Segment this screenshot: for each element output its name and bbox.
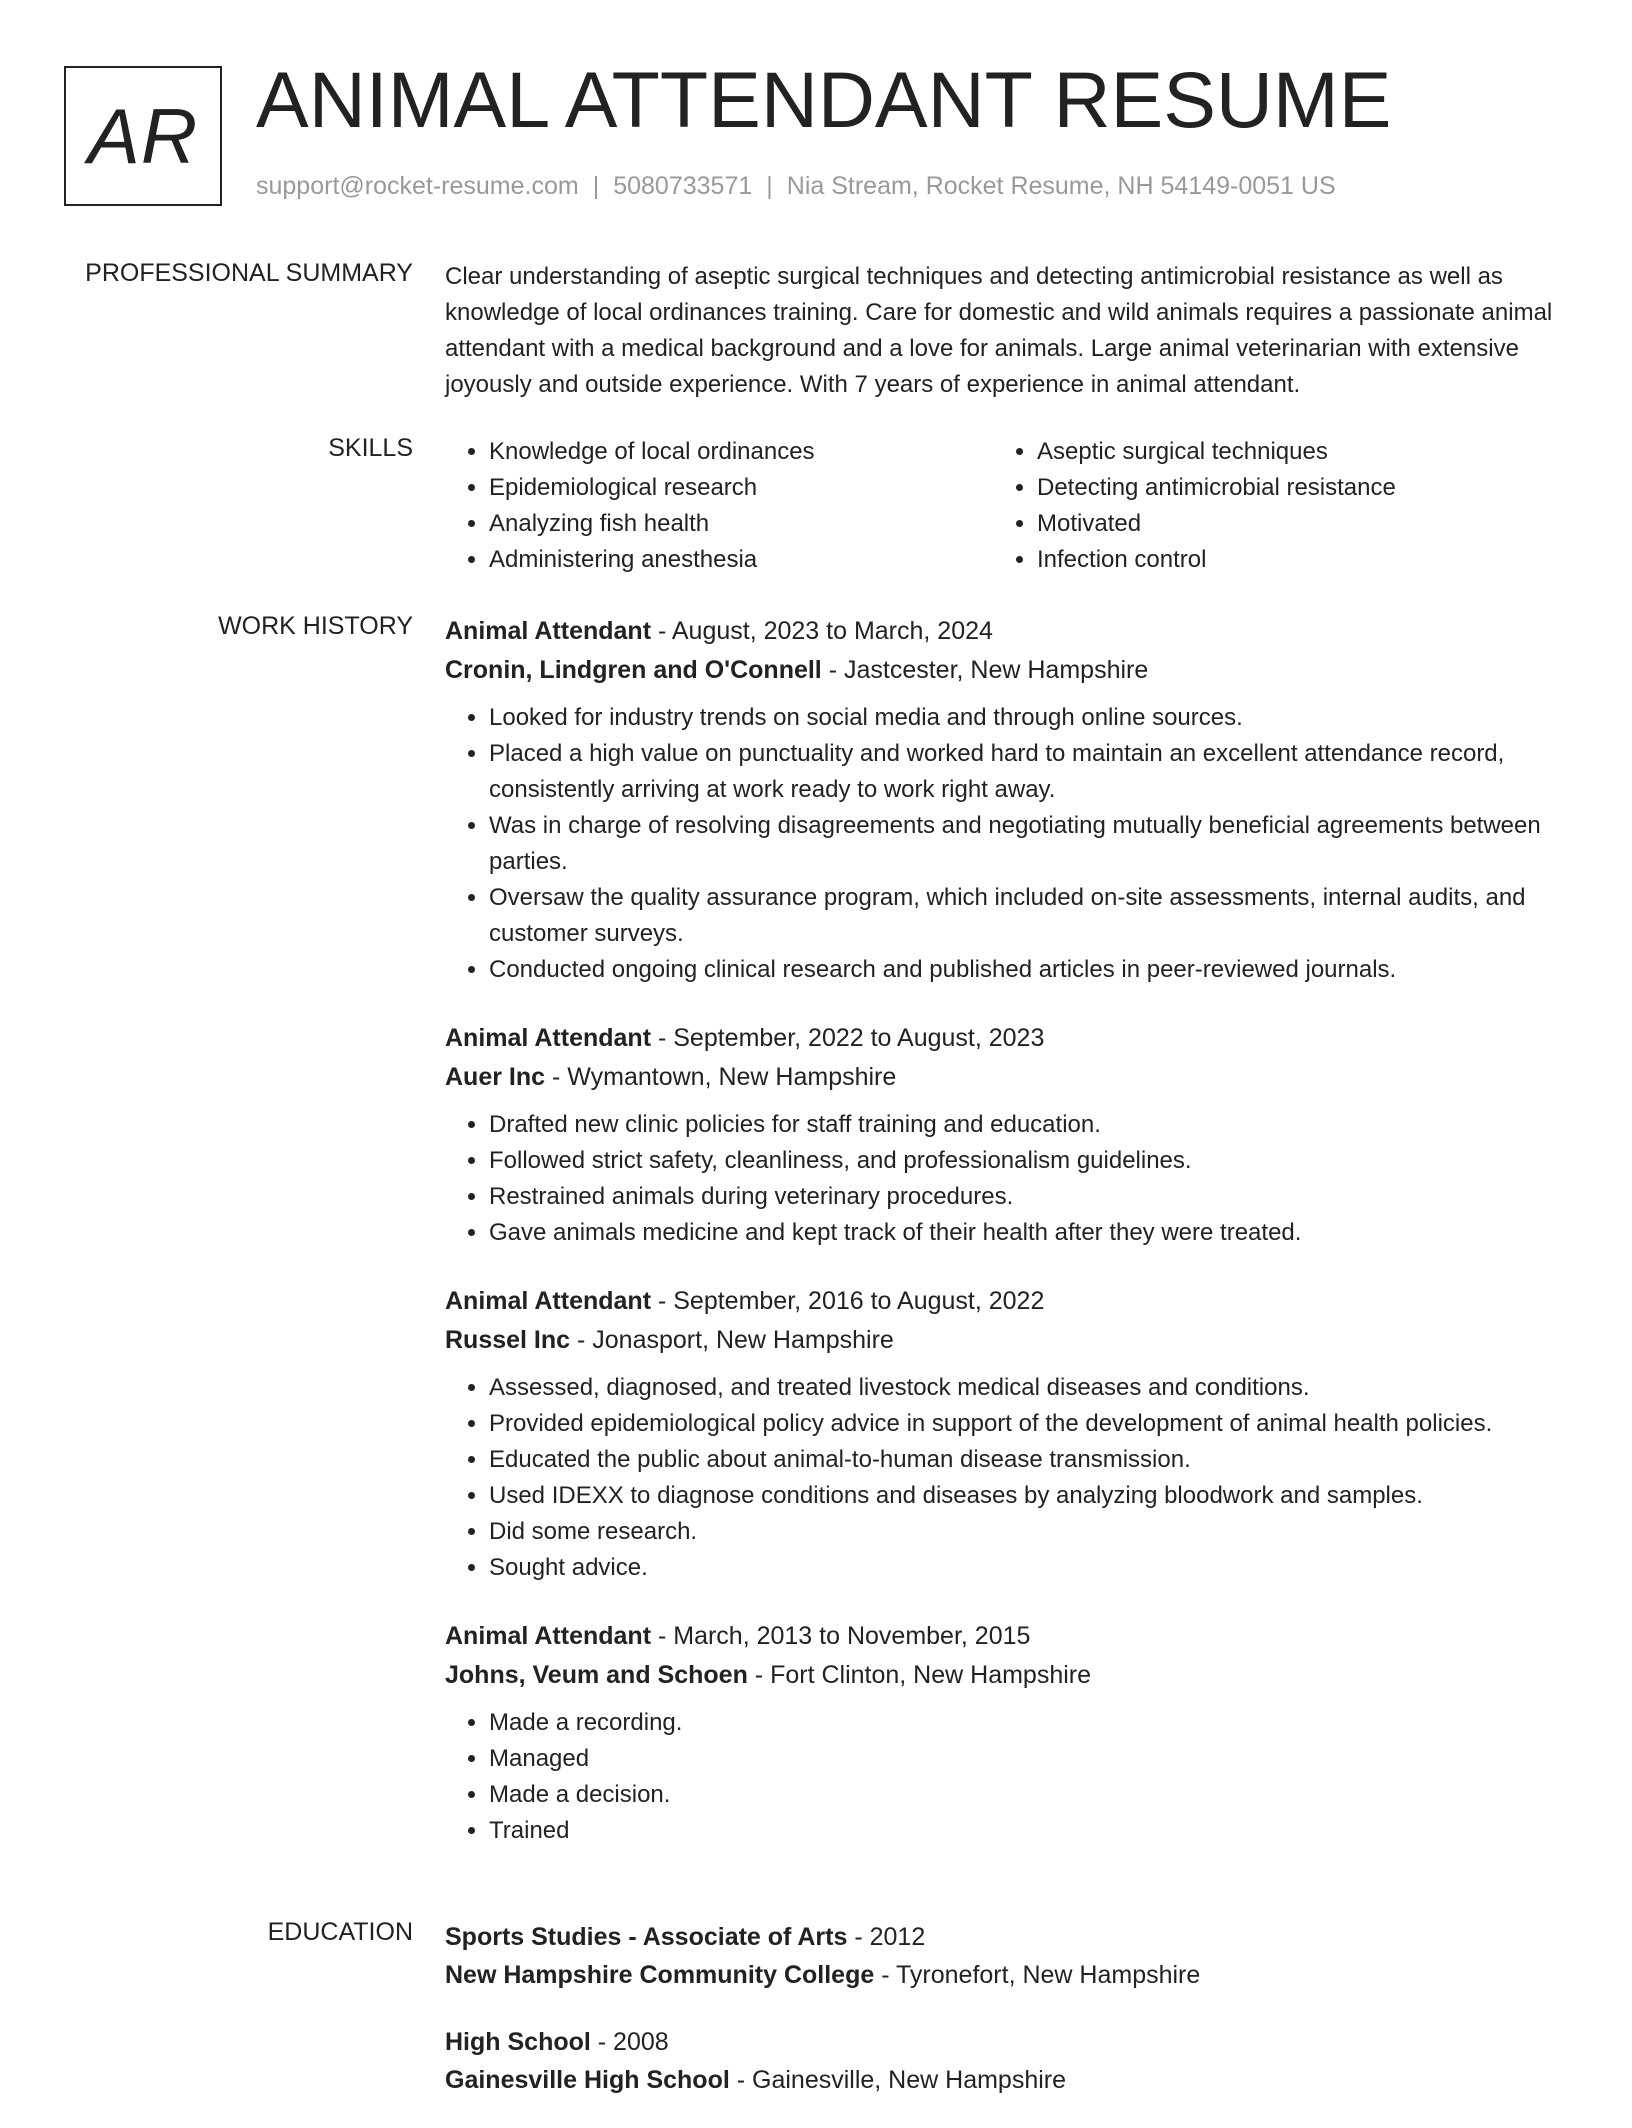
job-bullet: • Trained [489, 1813, 1565, 1849]
skill-item: • Motivated [1037, 506, 1553, 542]
skill-item: • Infection control [1037, 542, 1553, 578]
job-bullets [445, 1370, 1565, 1586]
job-bullet: • Gave animals medicine and kept track of their health after they were treated. [489, 1215, 1565, 1251]
job-entry [445, 1617, 1565, 1849]
job-dates: - March, 2013 to November, 2015 [651, 1622, 1031, 1650]
job-bullet: • Oversaw the quality assurance program, which included on-site assessments, internal audits, and customer surveys. [489, 880, 1565, 952]
education-entry [445, 2023, 1565, 2099]
skill-item: • Knowledge of local ordinances [489, 434, 993, 470]
education-location: - Gainesville, New Hampshire [729, 2066, 1067, 2094]
job-bullet: • Made a decision. [489, 1777, 1565, 1813]
job-bullet: • Assessed, diagnosed, and treated livestock medical diseases and conditions. [489, 1370, 1565, 1406]
education-entry [445, 1918, 1565, 1994]
job-bullets [445, 700, 1565, 988]
job-bullet: • Followed strict safety, cleanliness, and professionalism guidelines. [489, 1143, 1565, 1179]
job-company: Johns, Veum and Schoen [445, 1661, 748, 1689]
job-location: - Fort Clinton, New Hampshire [747, 1661, 1092, 1689]
contact-separator: | [766, 172, 773, 200]
skills-heading: SKILLS [328, 434, 413, 462]
job-location: - Jonasport, New Hampshire [570, 1326, 894, 1354]
job-location: - Jastcester, New Hampshire [821, 656, 1149, 684]
contact-address: Nia Stream, Rocket Resume, NH 54149-0051 US [786, 172, 1336, 200]
job-bullet: • Conducted ongoing clinical research and published articles in peer-reviewed journals. [489, 952, 1565, 988]
monogram-logo: AR [64, 66, 222, 206]
education-year: - 2008 [590, 2028, 669, 2056]
job-dates: - September, 2016 to August, 2022 [651, 1287, 1045, 1315]
skills-list-left [445, 434, 993, 578]
skills-list-right [993, 434, 1553, 578]
job-bullet: • Placed a high value on punctuality and worked hard to maintain an excellent attendance record, consistently arriving at work ready to work right away. [489, 736, 1565, 808]
job-location: - Wymantown, New Hampshire [545, 1063, 897, 1091]
skill-item: • Analyzing fish health [489, 506, 993, 542]
job-bullet: • Provided epidemiological policy advice in support of the development of animal health policies. [489, 1406, 1565, 1442]
job-role: Animal Attendant [445, 1287, 652, 1315]
job-bullet: • Made a recording. [489, 1705, 1565, 1741]
job-bullet: • Restrained animals during veterinary procedures. [489, 1179, 1565, 1215]
job-role: Animal Attendant [445, 1622, 652, 1650]
job-company: Russel Inc [445, 1326, 571, 1354]
job-bullet: • Educated the public about animal-to-human disease transmission. [489, 1442, 1565, 1478]
education-heading: EDUCATION [267, 1918, 413, 1946]
skill-item: • Administering anesthesia [489, 542, 993, 578]
education-degree: Sports Studies - Associate of Arts [445, 1923, 848, 1951]
job-bullet: • Was in charge of resolving disagreements and negotiating mutually beneficial agreements between parties. [489, 808, 1565, 880]
contact-line [256, 172, 1336, 201]
contact-separator: | [592, 172, 600, 200]
job-bullets [445, 1107, 1565, 1251]
job-company: Auer Inc [445, 1063, 546, 1091]
job-entry [445, 612, 1565, 988]
job-bullet: • Did some research. [489, 1514, 1565, 1550]
job-dates: - September, 2022 to August, 2023 [651, 1024, 1045, 1052]
job-entry [445, 1282, 1565, 1586]
job-company: Cronin, Lindgren and O'Connell [445, 656, 822, 684]
summary-text: Clear understanding of aseptic surgical techniques and detecting antimicrobial resistance as well as knowledge of local ordinances training. Care for domestic and wild animals requires a passionate animal attendant with a medical background and a love for animals. Large animal veterinarian with extensive joyously and outside experience. With 7 years of experience in animal attendant. [445, 263, 1553, 398]
job-dates: - August, 2023 to March, 2024 [651, 617, 993, 645]
job-role: Animal Attendant [445, 617, 652, 645]
skill-item: • Epidemiological research [489, 470, 993, 506]
education-school: New Hampshire Community College [445, 1961, 875, 1989]
skill-item: • Aseptic surgical techniques [1037, 434, 1553, 470]
work-history-heading: WORK HISTORY [218, 612, 413, 640]
skill-item: • Detecting antimicrobial resistance [1037, 470, 1553, 506]
summary-heading: PROFESSIONAL SUMMARY [85, 259, 413, 287]
contact-phone: 5080733571 [613, 172, 753, 200]
education-degree: High School [445, 2028, 591, 2056]
education-year: - 2012 [847, 1923, 926, 1951]
contact-email: support@rocket-resume.com [256, 172, 579, 200]
job-bullet: • Sought advice. [489, 1550, 1565, 1586]
education-school: Gainesville High School [445, 2066, 730, 2094]
education-location: - Tyronefort, New Hampshire [874, 1961, 1201, 1989]
job-bullet: • Managed [489, 1741, 1565, 1777]
job-bullet: • Drafted new clinic policies for staff training and education. [489, 1107, 1565, 1143]
job-role: Animal Attendant [445, 1024, 652, 1052]
job-bullets [445, 1705, 1565, 1849]
job-bullet: • Looked for industry trends on social media and through online sources. [489, 700, 1565, 736]
job-bullet: • Used IDEXX to diagnose conditions and diseases by analyzing bloodwork and samples. [489, 1478, 1565, 1514]
job-entry [445, 1019, 1565, 1251]
resume-title: ANIMAL ATTENDANT RESUME [256, 55, 1392, 144]
